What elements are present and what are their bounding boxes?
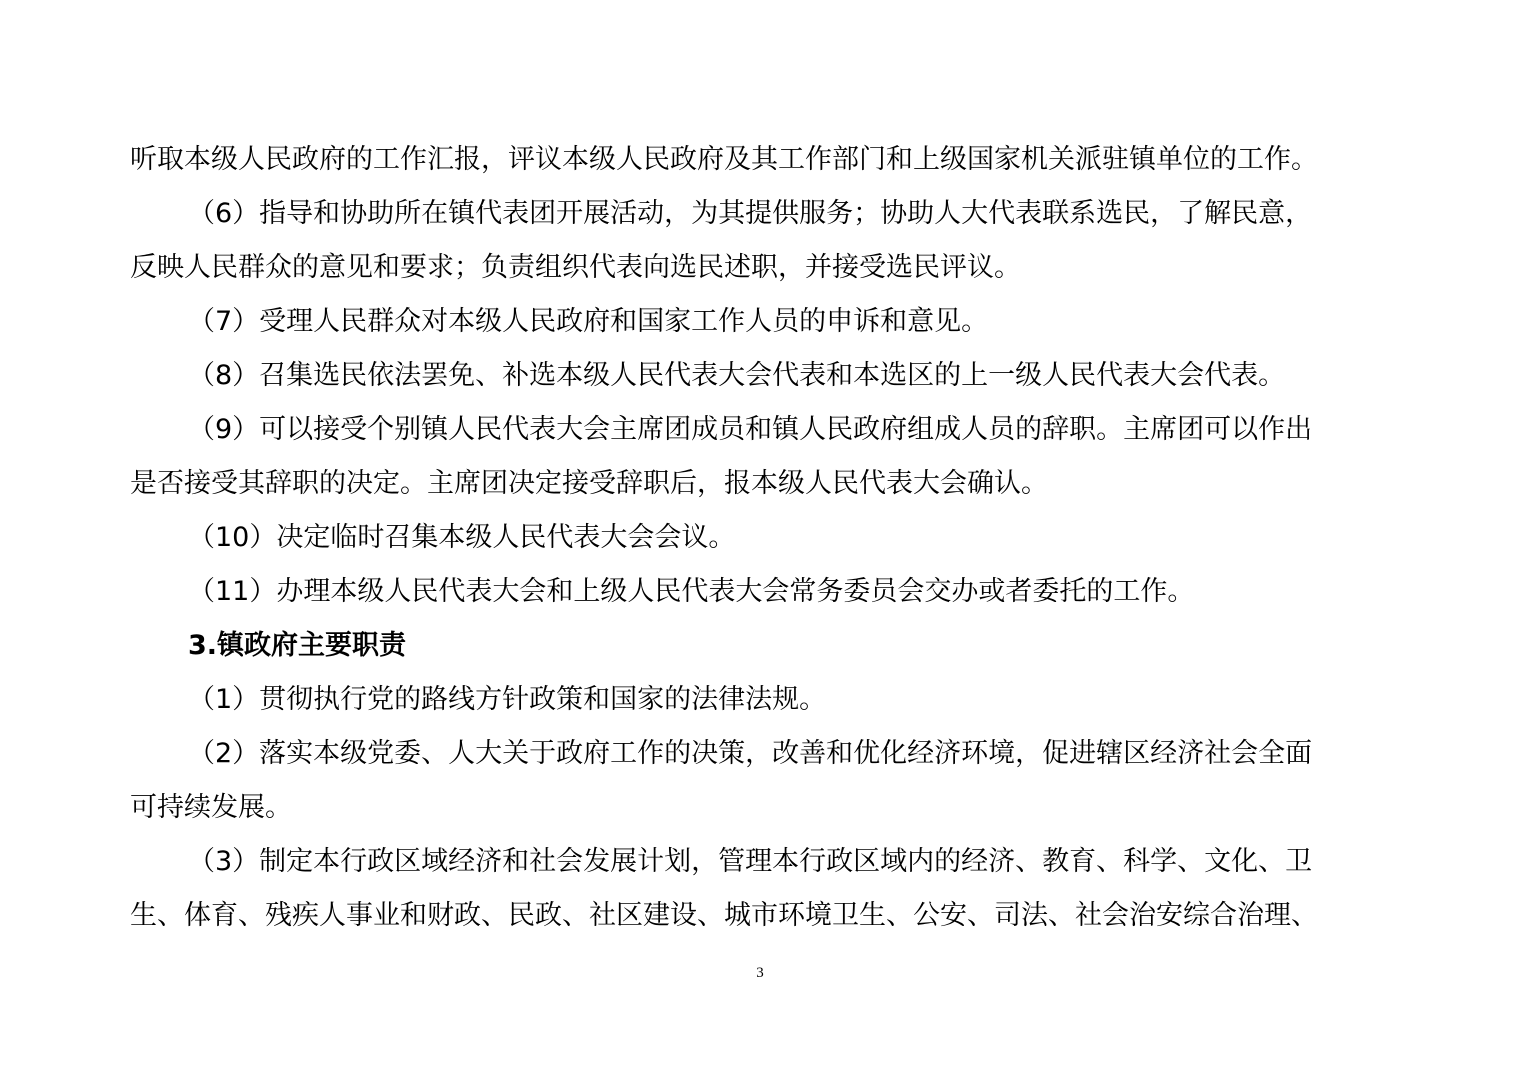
- text-line-15: 生、体育、残疾人事业和财政、民政、社区建设、城市环境卫生、公安、司法、社会治安综合治理、: [130, 900, 1318, 931]
- text-line-2: （6）指导和协助所在镇代表团开展活动，为其提供服务；协助人大代表联系选民，了解民意，: [188, 198, 1313, 229]
- section-heading: 3.镇政府主要职责: [188, 630, 407, 661]
- text-line-1: 听取本级人民政府的工作汇报，评议本级人民政府及其工作部门和上级国家机关派驻镇单位的工作。: [130, 144, 1318, 175]
- text-line-9: （11）办理本级人民代表大会和上级人民代表大会常务委员会交办或者委托的工作。: [188, 576, 1195, 607]
- text-line-6: （9）可以接受个别镇人民代表大会主席团成员和镇人民政府组成人员的辞职。主席团可以作出: [188, 414, 1313, 445]
- text-line-7: 是否接受其辞职的决定。主席团决定接受辞职后，报本级人民代表大会确认。: [130, 468, 1048, 499]
- text-line-11: （1）贯彻执行党的路线方针政策和国家的法律法规。: [188, 684, 827, 715]
- page-number: 3: [756, 965, 764, 981]
- text-line-12: （2）落实本级党委、人大关于政府工作的决策，改善和优化经济环境，促进辖区经济社会全面: [188, 738, 1313, 769]
- text-line-3: 反映人民群众的意见和要求；负责组织代表向选民述职，并接受选民评议。: [130, 252, 1021, 283]
- text-line-13: 可持续发展。: [130, 792, 292, 823]
- text-line-4: （7）受理人民群众对本级人民政府和国家工作人员的申诉和意见。: [188, 306, 989, 337]
- text-line-8: （10）决定临时召集本级人民代表大会会议。: [188, 522, 736, 553]
- text-line-14: （3）制定本行政区域经济和社会发展计划，管理本行政区域内的经济、教育、科学、文化、卫: [188, 846, 1313, 877]
- text-line-5: （8）召集选民依法罢免、补选本级人民代表大会代表和本选区的上一级人民代表大会代表。: [188, 360, 1286, 391]
